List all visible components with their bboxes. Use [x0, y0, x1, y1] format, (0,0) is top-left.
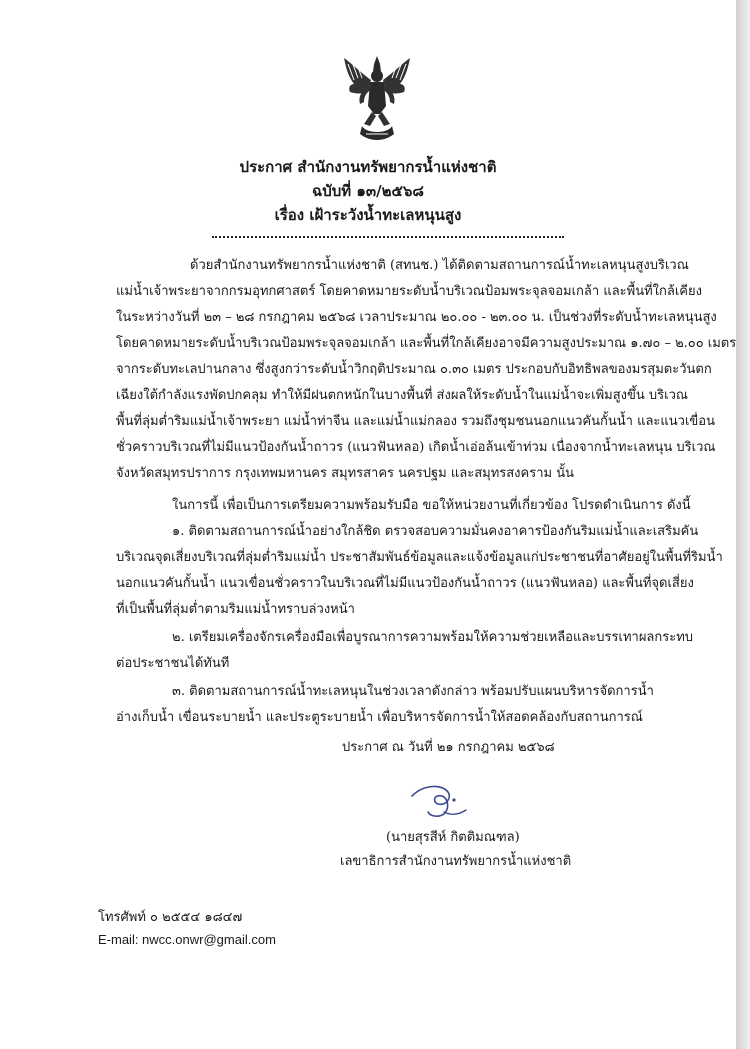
handwritten-signature-icon [408, 782, 472, 822]
signer-name: (นายสุรสีห์ กิตติมณฑล) [386, 830, 520, 845]
list-item-line: บริเวณจุดเสี่ยงบริเวณที่ลุ่มต่ำริมแม่น้ำ ประชาสัมพันธ์ข้อมูลและแจ้งข้อมูลแก่ประชาชนที่อาศัยอยู่ในพื้นที่ริมน้ำ [116, 550, 723, 565]
contact-phone: โทรศัพท์ ๐ ๒๕๕๔ ๑๘๔๗ [98, 910, 243, 925]
paragraph-line: พื้นที่ลุ่มต่ำริมแม่น้ำเจ้าพระยา แม่น้ำท่าจีน และแม่น้ำแม่กลอง รวมถึงชุมชนนอกแนวคันกั้นน้ำ และแนวเขื่อน [116, 414, 715, 429]
paragraph-line: แม่น้ำเจ้าพระยาจากกรมอุทกศาสตร์ โดยคาดหมายระดับน้ำบริเวณป้อมพระจุลจอมเกล้า และพื้นที่ใกล้เคียง [116, 284, 702, 299]
paragraph-line: ชั่วคราวบริเวณที่ไม่มีแนวป้องกันน้ำถาวร (แนวฟันหลอ) เกิดน้ำเอ่อล้นเข้าท่วม เนื่องจากน้ำทะเลหนุน บริเวณ [116, 440, 716, 455]
list-item-line: ๑. ติดตามสถานการณ์น้ำอย่างใกล้ชิด ตรวจสอบความมั่นคงอาคารป้องกันริมแม่น้ำและเสริมคัน [172, 524, 699, 539]
paragraph-line: จากระดับทะเลปานกลาง ซึ่งสูงกว่าระดับน้ำวิกฤติประมาณ ๐.๓๐ เมตร ประกอบกับอิทธิพลของมรสุมตะวันตก [116, 362, 712, 377]
list-item-line: นอกแนวคันกั้นน้ำ แนวเขื่อนชั่วคราวในบริเวณที่ไม่มีแนวป้องกันน้ำถาวร (แนวฟันหลอ) และพื้นที่จุดเสี่ยง [116, 576, 694, 591]
garuda-emblem-icon [340, 54, 414, 142]
signer-title: เลขาธิการสำนักงานทรัพยากรน้ำแห่งชาติ [340, 854, 572, 869]
page-title: ประกาศ สำนักงานทรัพยากรน้ำแห่งชาติ [239, 158, 497, 176]
paragraph-line: โดยคาดหมายระดับน้ำบริเวณป้อมพระจุลจอมเกล้า และพื้นที่ใกล้เคียงอาจมีความสูงประมาณ ๑.๗๐ – ๒.๐๐ เมตร [116, 336, 737, 351]
announcement-number: ฉบับที่ ๑๓/๒๕๖๘ [312, 182, 424, 200]
announcement-subject: เรื่อง เฝ้าระวังน้ำทะเลหนุนสูง [274, 206, 462, 224]
paragraph-line: ด้วยสำนักงานทรัพยากรน้ำแห่งชาติ (สทนช.) ได้ติดตามสถานการณ์น้ำทะเลหนุนสูงบริเวณ [190, 258, 689, 273]
list-item-line: ๒. เตรียมเครื่องจักรเครื่องมือเพื่อบูรณาการความพร้อมให้ความช่วยเหลือและบรรเทาผลกระทบ [172, 630, 694, 645]
contact-email: E-mail: nwcc.onwr@gmail.com [98, 932, 276, 947]
paragraph-line: ในการนี้ เพื่อเป็นการเตรียมความพร้อมรับมือ ขอให้หน่วยงานที่เกี่ยวข้อง โปรดดำเนินการ ดังนี้ [172, 498, 691, 513]
paragraph-line: เฉียงใต้กำลังแรงพัดปกคลุม ทำให้มีฝนตกหนักในบางพื้นที่ ส่งผลให้ระดับน้ำในแม่น้ำจะเพิ่มสูงขึ้น บริเวณ [116, 388, 688, 403]
title-separator [212, 236, 564, 238]
announcement-date: ประกาศ ณ วันที่ ๒๑ กรกฎาคม ๒๕๖๘ [342, 740, 555, 755]
paragraph-line: จังหวัดสมุทรปราการ กรุงเทพมหานคร สมุทรสาคร นครปฐม และสมุทรสงคราม นั้น [116, 466, 574, 481]
list-item-line: ที่เป็นพื้นที่ลุ่มต่ำตามริมแม่น้ำทราบล่วงหน้า [116, 602, 355, 617]
list-item-line: ต่อประชาชนได้ทันที [116, 656, 230, 671]
list-item-line: อ่างเก็บน้ำ เขื่อนระบายน้ำ และประตูระบายน้ำ เพื่อบริหารจัดการน้ำให้สอดคล้องกับสถานการณ์ [116, 710, 643, 725]
paragraph-line: ในระหว่างวันที่ ๒๓ – ๒๘ กรกฎาคม ๒๕๖๘ เวลาประมาณ ๒๐.๐๐ - ๒๓.๐๐ น. เป็นช่วงที่ระดับน้ำทะเลหนุนสูง [116, 310, 717, 325]
page-edge-shadow [736, 0, 750, 1049]
list-item-line: ๓. ติดตามสถานการณ์น้ำทะเลหนุนในช่วงเวลาดังกล่าว พร้อมปรับแผนบริหารจัดการน้ำ [172, 684, 654, 699]
